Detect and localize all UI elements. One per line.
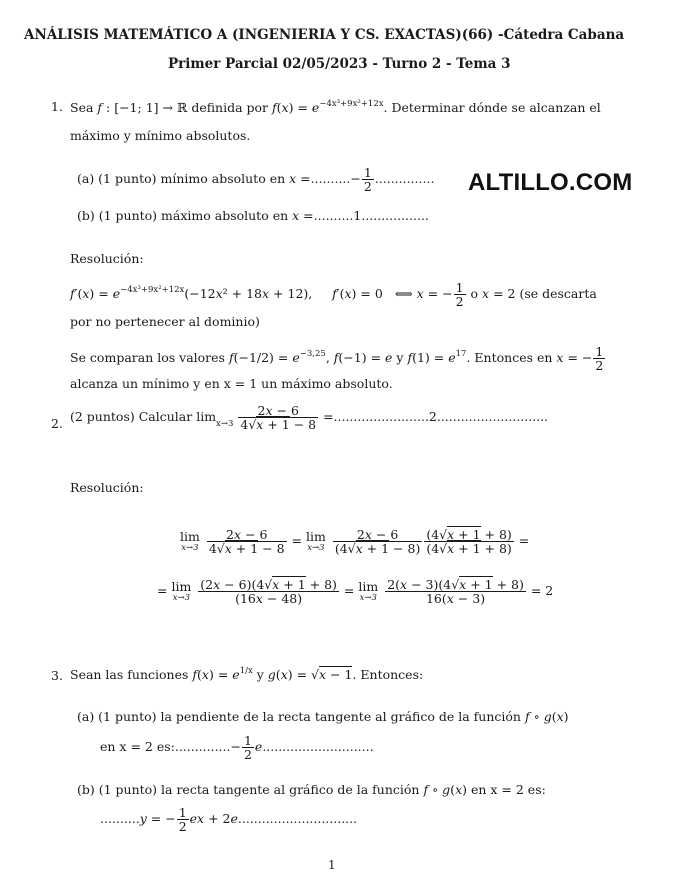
q3b-tail: en x = 2 es: [470, 782, 546, 797]
q1b-line: (b) (1 punto) máximo absoluto en x =..........1................. [77, 208, 429, 223]
watermark-logo: ALTILLO.COM [468, 169, 633, 196]
q3b-answer-line: ..........y = − $\frac{1}{2}$ ex + 2e.............................. [100, 805, 358, 835]
q1-derivative: $f'(x) = e^{-4x^3+9x^2+12x}(-12x^2 + 18x + 12)$, f′(x) = 0 ⟺ x = − $\frac{1}{2}$ o x = 2 (se descarta [70, 280, 597, 310]
q1b-prefix: (b) (1 punto) máximo absoluto en [77, 208, 289, 223]
q1-compare-tail: . Entonces en [466, 350, 553, 366]
q2-working-line1: lim x→3 $\frac{2x - 6}{4√x + 1 - 8}$ = lim x→3 $\frac{2x - 6}{(4√x + 1 - 8)}$ $\frac{(4√x + 1 + 8)}{(4√x + 1 + 8)}$ = [180, 527, 530, 557]
q3b-text: (b) (1 punto) la recta tangente al gráfico de la función [77, 782, 420, 797]
q1-deriv-line2: por no pertenecer al dominio) [70, 314, 260, 329]
q1-resolucion-label: Resolución: [70, 251, 144, 266]
q1-number: 1. [51, 99, 63, 114]
q3-number: 3. [51, 668, 63, 683]
q3a-line: (a) (1 punto) la pendiente de la recta tangente al gráfico de la función f ∘ g(x) [77, 709, 569, 724]
q3-statement: Sean las funciones $f(x) = e^{1/x}$ y g(x) = √x − 1. Entonces: [70, 666, 424, 682]
q3a-answer-line: en x = 2 es:..............− $\frac{1}{2}$ e............................ [100, 733, 374, 763]
q1-descarta: (se descarta [519, 286, 597, 302]
page-number: 1 [328, 858, 336, 872]
q1-statement-line2: máximo y mínimo absolutos. [70, 128, 251, 143]
q3a-text: (a) (1 punto) la pendiente de la recta tangente al gráfico de la función [77, 709, 521, 724]
q1-definida: definida por [191, 100, 269, 115]
q1a-prefix: (a) (1 punto) mínimo absoluto en [77, 171, 286, 187]
q1b-answer: 1 [353, 208, 362, 223]
q1a-line: (a) (1 punto) mínimo absoluto en x =..........− $\frac{1}{2}$ ............... [77, 165, 435, 195]
q2-number: 2. [51, 416, 63, 431]
q1-sea: Sea [70, 100, 94, 115]
q2-answer: 2 [428, 409, 437, 425]
q3b-line: (b) (1 punto) la recta tangente al gráfico de la función f ∘ g(x) en x = 2 es: [77, 782, 546, 797]
q1-statement: Sea f : [−1; 1] → ℝ definida por $f(x) = e^{-4x^3+9x^2+12x}$. Determinar dónde se alcanzan el [70, 99, 601, 115]
q2-working-line2: = lim x→3 $\frac{(2x - 6)(4√x + 1 + 8)}{(16x - 48)}$ = lim x→3 $\frac{2(x - 3)(4√x + 1 + 8)}{16(x - 3)}$ = 2 [157, 577, 554, 607]
q3a-line2: en x = 2 es: [100, 739, 175, 755]
page-title: ANÁLISIS MATEMÁTICO A (INGENIERIA Y CS. EXACTAS)(66) -Cátedra Cabana [24, 27, 625, 43]
page-subtitle: Primer Parcial 02/05/2023 - Turno 2 - Tema 3 [168, 56, 511, 72]
q3-intro: Sean las funciones [70, 667, 189, 682]
q1-compare-text: Se comparan los valores [70, 350, 225, 366]
q1-determinar: . Determinar dónde se alcanzan el [383, 100, 601, 115]
q3-intro-tail: . Entonces: [352, 667, 424, 682]
q2-statement: (2 puntos) Calcular $\lim_{x\to 3}$ $\frac{2x - 6}{4√x + 1 - 8}$ =........................2............................ [70, 403, 549, 433]
q2-resolucion-label: Resolución: [70, 480, 144, 495]
q1-compare: Se comparan los valores $f(-1/2) = e^{-3,25}$, f(−1) = e y $f(1) = e^{17}$. Entonces en x = − $\frac{1}{2}$ [70, 344, 604, 374]
q2-prefix: (2 puntos) Calcular [70, 409, 193, 425]
q1-conclusion: alcanza un mínimo y en x = 1 un máximo absoluto. [70, 376, 393, 391]
